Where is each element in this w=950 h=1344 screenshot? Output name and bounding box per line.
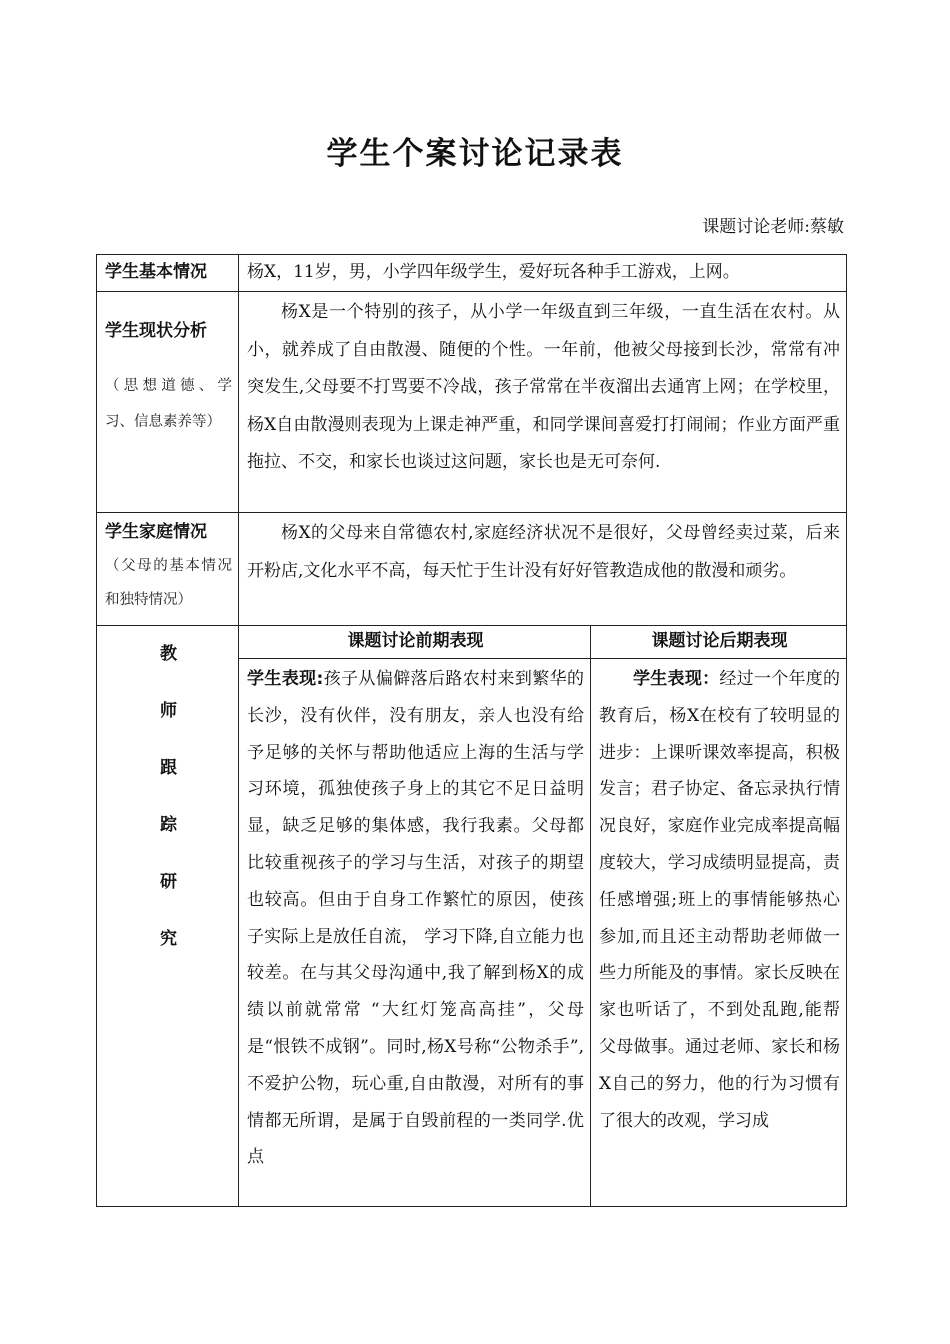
row-family [97, 513, 847, 626]
teacher-line: 课题讨论老师:蔡敏 [702, 217, 844, 237]
tracking-char: 究 [160, 929, 177, 949]
tracking-char: 师 [160, 701, 177, 721]
status-sub: （思想道德、学习、信息素养等） [105, 378, 232, 430]
basic-label: 学生基本情况 [97, 255, 239, 292]
tracking-label [97, 626, 239, 1207]
tracking-char: 踪 [160, 815, 177, 835]
family-sub: （父母的基本情况和独特情况） [105, 558, 232, 608]
tracking-char: 跟 [160, 758, 177, 778]
after-text: 经过一个年度的教育后，杨X在校有了较明显的进步：上课听课效率提高，积极发言；君子协定、备忘录执行情况良好，家庭作业完成率提高幅度较大，学习成绩明显提高，责任感增强;班上的事情能够热心参加,而且还主动帮助老师做一些力所能及的事情。家长反映在家也听话了，不到处乱跑,能帮父母做事。通过老师、家长和杨X自己的努力，他的行为习惯有了很大的改观，学习成 [599, 669, 841, 1131]
row-status [97, 292, 847, 513]
after-lead: 学生表现： [633, 669, 720, 689]
status-label-cell [97, 292, 239, 513]
family-label-cell [97, 513, 239, 626]
status-text: 杨X是一个特别的孩子，从小学一年级直到三年级，一直生活在农村。从小，就养成了自由散漫、随便的个性。一年前，他被父母接到长沙，常常有冲突发生,父母要不打骂要不冷战，孩子常常在半夜溜出去通宵上网；在学校里，杨X自由散漫则表现为上课走神严重，和同学课间喜爱打打闹闹；作业方面严重拖拉、不交，和家长也谈过这问题，家长也是无可奈何. [239, 292, 847, 513]
family-label: 学生家庭情况 [105, 522, 207, 542]
tracking-char: 教 [160, 644, 177, 664]
before-text: 孩子从偏僻落后路农村来到繁华的长沙，没有伙伴，没有朋友，亲人也没有给予足够的关怀与帮助他适应上海的生活与学习环境，孤独使孩子身上的其它不足日益明显，缺乏足够的集体感，我行我素。父母都比较重视孩子的学习与生活，对孩子的期望也较高。但由于自身工作繁忙的原因，使孩子实际上是放任自流， 学习下降,自立能力也较差。在与其父母沟通中,我了解到杨X的成绩以前就常常 “大红灯笼高高挂”，父母是“恨铁不成钢”。同时,杨X号称“公物杀手”,不爱护公物，玩心重,自由散漫，对所有的事情都无所谓，是属于自毁前程的一类同学.优点 [247, 669, 584, 1168]
record-table [96, 254, 847, 1207]
before-lead: 学生表现: [247, 669, 324, 689]
before-cell [239, 659, 591, 1207]
family-text: 杨X的父母来自常德农村,家庭经济状况不是很好，父母曾经卖过菜，后来开粉店,文化水平不高，每天忙于生计没有好好管教造成他的散漫和顽劣。 [239, 513, 847, 626]
document-title: 学生个案讨论记录表 [326, 136, 624, 172]
before-header: 课题讨论前期表现 [239, 626, 591, 659]
row-headers [97, 626, 847, 659]
after-header: 课题讨论后期表现 [591, 626, 847, 659]
status-label: 学生现状分析 [105, 321, 207, 341]
row-basic [97, 255, 847, 292]
basic-text: 杨X，11岁，男，小学四年级学生，爱好玩各种手工游戏，上网。 [239, 255, 847, 292]
after-cell [591, 659, 847, 1207]
tracking-char: 研 [160, 872, 177, 892]
